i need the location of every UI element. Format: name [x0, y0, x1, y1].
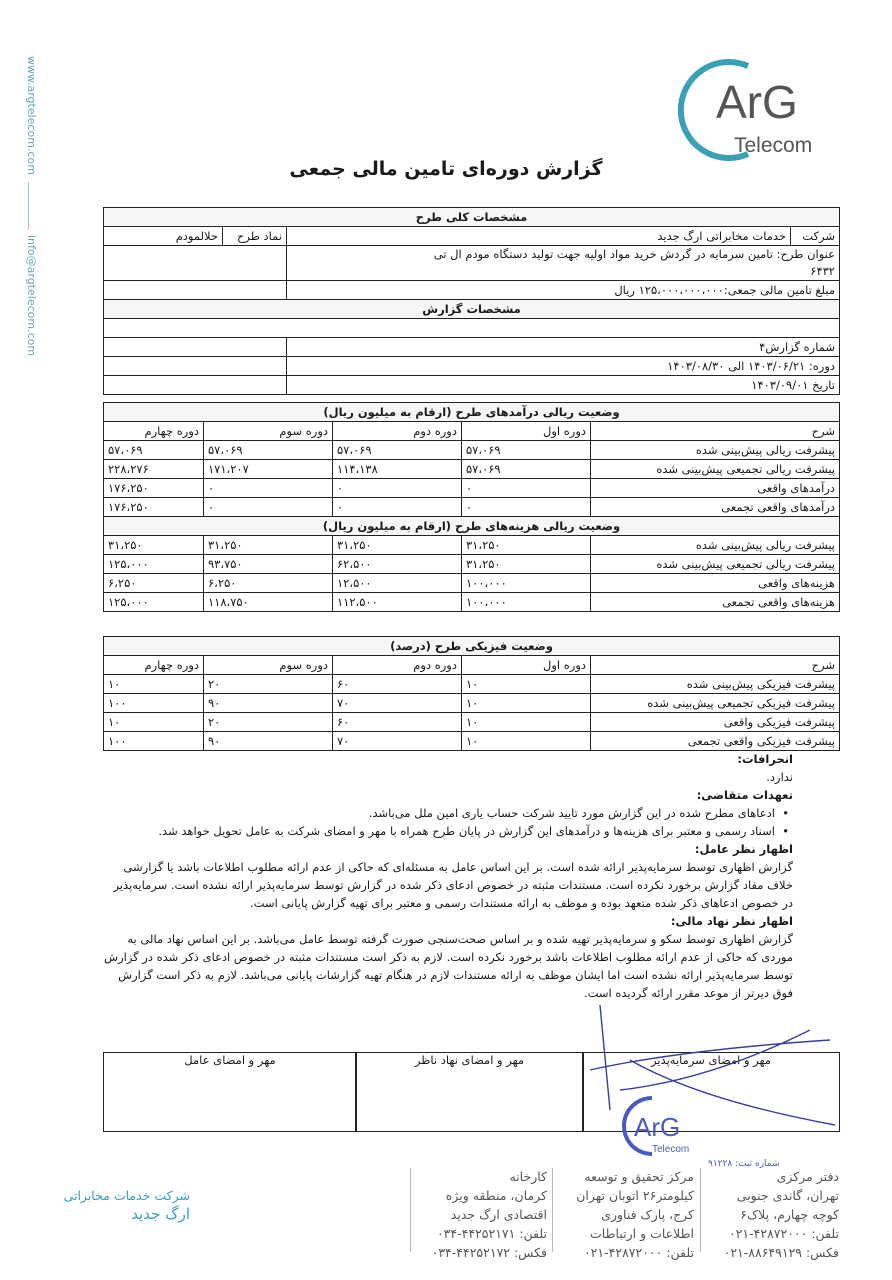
col-p1: دوره اول — [462, 656, 591, 675]
footer-research — [556, 1167, 694, 1262]
divider — [552, 1168, 553, 1252]
table-row: هزینه‌های واقعی تجمعی ۱۰۰،۰۰۰ ۱۱۲،۵۰۰ ۱۱۸،۷۵۰ ۱۲۵،۰۰۰ — [104, 593, 840, 612]
date-cell — [287, 376, 840, 395]
factory-line: تلفن: ۴۴۲۵۲۱۷۱-۰۳۴ — [436, 1226, 547, 1241]
research-line: مرکز تحقیق و توسعه — [584, 1169, 694, 1184]
table-row: هزینه‌های واقعی ۱۰۰،۰۰۰ ۱۲،۵۰۰ ۶،۲۵۰ ۶،۲۵۰ — [104, 574, 840, 593]
deviations-body: ندارد. — [766, 770, 793, 784]
subject-cell — [287, 246, 840, 281]
divider — [410, 1168, 411, 1252]
divider — [28, 182, 29, 230]
arg-logo — [678, 56, 838, 160]
revenue-header: وضعیت ریالی درآمدهای طرح (ارقام به میلیون ریال) — [104, 403, 840, 422]
date-label: تاریخ — [812, 378, 835, 392]
company-label: شرکت — [791, 227, 840, 246]
subject-cont: ۶۴۳۲ — [810, 264, 835, 278]
table-row: پیشرفت ریالی تجمیعی پیش‌بینی شده ۵۷،۰۶۹ ۱۱۴،۱۳۸ ۱۷۱،۲۰۷ ۲۲۸،۲۷۶ — [104, 460, 840, 479]
office-line: کوچه چهارم، پلاک۶ — [740, 1207, 839, 1222]
commitment-item: • اسناد رسمی و معتبر برای هزینه‌ها و درآمدهای این گزارش در پایان طرح همراه با مهر و امضای شرکت به عامل تحویل خواهد شد. — [103, 822, 793, 840]
amount-text: مبلغ تامین مالی جمعی:۱۲۵،۰۰۰،۰۰۰،۰۰۰ ریال — [287, 281, 840, 300]
factory-line: اقتصادی ارگ جدید — [450, 1207, 547, 1222]
agent-body: گزارش اظهاری توسط سرمایه‌پذیر ارائه شده است. بر این اساس عامل به مسئله‌ای که حاکی از عدم ارائه مطلوب اطلاعات باشد یا گزارشی خلاف مفاد گزارش برخورد نکرده است. مستندات مثبته در خصوص ادعای ذکر شده در گزارش توسط سرمایه‌پذیر ارائه نشده است. سرمایه‌پذیر در خصوص ادعاهای ذکر شده متعهد بوده و موظف به ارائه مستندات رسمی و معتبر برای تهیه گزارش پایانی است. — [113, 860, 793, 910]
text-sections — [103, 750, 793, 1002]
general-header: مشخصات کلی طرح — [104, 208, 840, 227]
company-stamp — [612, 1090, 780, 1169]
stamp-name: ArG — [634, 1112, 681, 1142]
table-row: پیشرفت ریالی پیش‌بینی شده ۳۱،۲۵۰ ۳۱،۲۵۰ ۳۱،۲۵۰ ۳۱،۲۵۰ — [104, 536, 840, 555]
brand-line-1: شرکت خدمات مخابراتی — [63, 1188, 190, 1203]
period-value: ۱۴۰۳/۰۶/۲۱ الی ۱۴۰۳/۰۸/۳۰ — [667, 359, 806, 373]
period-label: دوره: — [808, 359, 835, 373]
col-p1: دوره اول — [462, 422, 591, 441]
factory-line: فکس: ۴۴۲۵۲۱۷۲-۰۳۴ — [431, 1245, 547, 1260]
office-line: تلفن: ۴۲۸۷۲۰۰۰-۰۲۱ — [728, 1226, 839, 1241]
office-line: تهران، گاندی جنوبی — [736, 1188, 839, 1203]
table-row: درآمدهای واقعی ۰ ۰ ۰ ۱۷۶،۲۵۰ — [104, 479, 840, 498]
col-p3: دوره سوم — [204, 422, 333, 441]
table-row: پیشرفت فیزیکی واقعی تجمعی ۱۰ ۷۰ ۹۰ ۱۰۰ — [104, 732, 840, 751]
commitments-title: تعهدات متقاضی: — [696, 788, 793, 802]
col-desc: شرح — [591, 422, 840, 441]
factory-line: کارخانه — [509, 1169, 547, 1184]
period-cell — [287, 357, 840, 376]
office-line: فکس: ۸۸۶۴۹۱۲۹-۰۲۱ — [723, 1245, 839, 1260]
general-table — [103, 207, 840, 395]
research-line: اطلاعات و ارتباطات — [590, 1226, 694, 1241]
col-desc: شرح — [591, 656, 840, 675]
table-row: درآمدهای واقعی تجمعی ۰ ۰ ۰ ۱۷۶،۲۵۰ — [104, 498, 840, 517]
col-p4: دوره چهارم — [104, 656, 204, 675]
symbol-label: نماد طرح — [223, 227, 287, 246]
office-line: دفتر مرکزی — [776, 1169, 839, 1184]
agent-title: اظهار نظر عامل: — [694, 842, 793, 856]
research-line: تلفن: ۴۲۸۷۲۰۰۰-۰۲۱ — [583, 1245, 694, 1260]
col-p3: دوره سوم — [204, 656, 333, 675]
stamp-reg: شماره ثبت: ۹۱۲۲۸ — [708, 1159, 780, 1169]
col-p4: دوره چهارم — [104, 422, 204, 441]
divider — [700, 1168, 701, 1252]
commitment-item: • ادعاهای مطرح شده در این گزارش مورد تایید شرکت حساب یاری امین ملل می‌باشد. — [103, 804, 793, 822]
report-header: مشخصات گزارش — [104, 300, 840, 319]
email-text: info@argtelecom.com — [25, 235, 38, 357]
side-contacts — [20, 50, 40, 370]
date-value: ۱۴۰۳/۰۹/۰۱ — [751, 378, 809, 392]
company-value: خدمات مخابراتی ارگ جدید — [287, 227, 791, 246]
logo-small-text: Telecom — [734, 134, 813, 157]
investee-sign: مهر و امضای سرمایه‌پذیر — [582, 1052, 840, 1132]
footer-office — [704, 1167, 839, 1262]
supervisor-sign: مهر و امضای نهاد ناظر — [355, 1052, 584, 1132]
page-title: گزارش دوره‌ای تامین مالی جمعی — [289, 158, 603, 180]
website-text: www.argtelecom.com — [25, 56, 38, 175]
report-number: شماره گزارش۴ — [287, 338, 840, 357]
table-row: پیشرفت ریالی تجمیعی پیش‌بینی شده ۳۱،۲۵۰ ۶۲،۵۰۰ ۹۳،۷۵۰ ۱۲۵،۰۰۰ — [104, 555, 840, 574]
finance-table — [103, 402, 840, 612]
deviations-title: انحرافات: — [737, 752, 793, 766]
fin-body: گزارش اظهاری توسط سکو و سرمایه‌پذیر تهیه شده و بر اساس صحت‌سنجی صورت گرفته توسط عامل می‌باشد. بر این اساس نهاد مالی به موردی که حاکی از عدم ارائه مطلوب اطلاعات باشد برخورد نکرده است. لازم به ذکر است مستندات مثبته در خصوص ادعای ذکر شده در گزارش توسط سرمایه‌پذیر ارائه نشده است اما ایشان موظف به ارائه مستندات لازم در هنگام تهیه گزارشات پایانی می‌باشد. لازم به ذکر است گزارش فوق دیرتر از موعد مقرر ارائه گردیده است. — [104, 932, 793, 1000]
footer-factory — [412, 1167, 547, 1262]
col-p2: دوره دوم — [333, 422, 462, 441]
fin-title: اظهار نظر نهاد مالی: — [670, 914, 793, 928]
brand-line-2: ارگ جدید — [131, 1205, 190, 1223]
table-row: پیشرفت ریالی پیش‌بینی شده ۵۷،۰۶۹ ۵۷،۰۶۹ ۵۷،۰۶۹ ۵۷،۰۶۹ — [104, 441, 840, 460]
factory-line: کرمان، منطقه ویژه — [445, 1188, 547, 1203]
table-row: پیشرفت فیزیکی پیش‌بینی شده ۱۰ ۶۰ ۲۰ ۱۰ — [104, 675, 840, 694]
footer-brand — [40, 1186, 190, 1224]
symbol-value: حلالمودم — [104, 227, 223, 246]
agent-sign: مهر و امضای عامل — [103, 1052, 357, 1132]
stamp-sub: Telecom — [652, 1144, 690, 1155]
col-p2: دوره دوم — [333, 656, 462, 675]
research-line: کیلومتر۲۶ اتوبان تهران — [576, 1188, 694, 1203]
table-row: پیشرفت فیزیکی تجمیعی پیش‌بینی شده ۱۰ ۷۰ ۹۰ ۱۰۰ — [104, 694, 840, 713]
cost-header: وضعیت ریالی هزینه‌های طرح (ارقام به میلیون ریال) — [104, 517, 840, 536]
physical-header: وضعیت فیزیکی طرح (درصد) — [104, 637, 840, 656]
subject-text: عنوان طرح: تامین سرمایه در گردش خرید مواد اولیه جهت تولید دستگاه مودم ال تی — [433, 247, 835, 261]
logo-big-text: ArG — [716, 76, 798, 128]
table-row: پیشرفت فیزیکی واقعی ۱۰ ۶۰ ۲۰ ۱۰ — [104, 713, 840, 732]
research-line: کرج، پارک فناوری — [601, 1207, 694, 1222]
physical-table — [103, 636, 840, 751]
